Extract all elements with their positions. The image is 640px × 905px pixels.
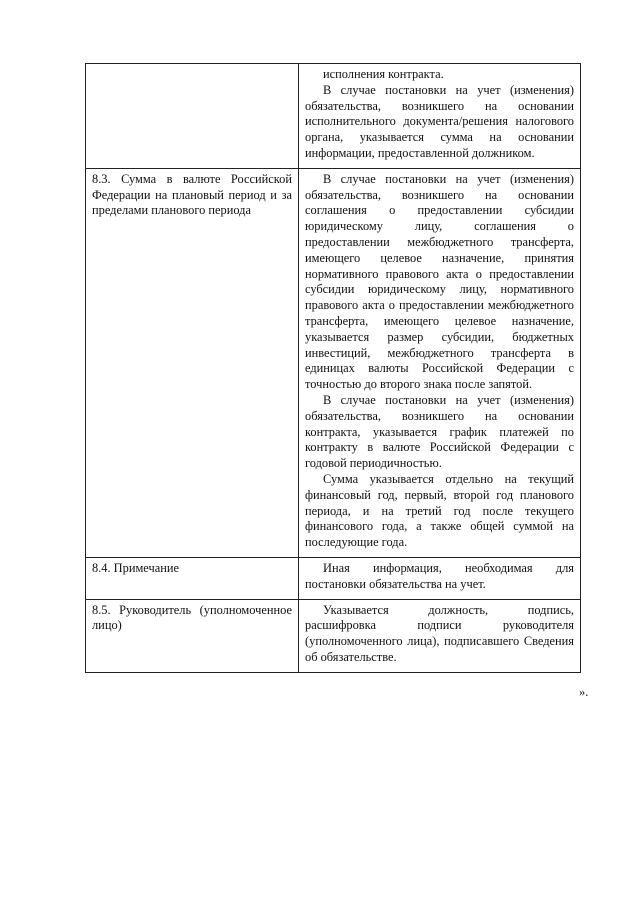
- description-paragraph: В случае постановки на учет (изменения) обязательства, возникшего на основании соглашения о предоставлении субсидии юридическому лицу, соглашения о предоставлении межбюджетного трансферта, имеющего целевое назначение, принятия нормативного правового акта о предоставлении субсидии юридическому лицу, нормативного правового акта о предоставлении межбюджетного трансферта, имеющего целевое назначение, указывается размер субсидии, бюджетных инвестиций, межбюджетного трансферта в единицах валюты Российской Федерации с точностью до второго знака после запятой.: [305, 171, 574, 392]
- description-paragraph: исполнения контракта.: [323, 67, 444, 81]
- closing-quote-mark: ».: [579, 685, 589, 699]
- row-label-cell: [86, 64, 299, 169]
- description-paragraph: Сумма указывается отдельно на текущий финансовый год, первый, второй год планового периода, и на третий год после текущего финансового года, а также общей суммой на последующие года.: [305, 471, 574, 550]
- row-description-cell: [299, 168, 581, 557]
- row-label: 8.4. Примечание: [92, 560, 179, 575]
- row-label: 8.5. Руководитель (уполномоченное лицо): [92, 602, 292, 633]
- row-label-cell: [86, 599, 299, 672]
- description-paragraph: Иная информация, необходимая для постановки обязательства на учет.: [305, 560, 574, 591]
- row-label: 8.3. Сумма в валюте Российской Федерации на плановый период и за пределами планового периода: [92, 171, 292, 218]
- row-label-cell: [86, 557, 299, 599]
- description-paragraph: В случае постановки на учет (изменения) обязательства, возникшего на основании контракта, указывается график платежей по контракту в валюте Российской Федерации с годовой периодичностью.: [305, 392, 574, 471]
- row-description-cell: [299, 64, 581, 169]
- requirements-table: [85, 63, 581, 673]
- description-paragraph: Указывается должность, подпись, расшифровка подписи руководителя (уполномоченного лица), подписавшего Сведения об обязательстве.: [305, 602, 574, 664]
- row-description-cell: [299, 599, 581, 672]
- table-row: [86, 599, 581, 672]
- table-row: [86, 64, 581, 169]
- description-paragraph: В случае постановки на учет (изменения) обязательства, возникшего на основании исполнительного документа/решения налогового органа, указывается сумма на основании информации, предоставленной должником.: [305, 82, 574, 160]
- table-row: [86, 557, 581, 599]
- table-row: [86, 168, 581, 557]
- row-label-cell: [86, 168, 299, 557]
- row-description-cell: [299, 557, 581, 599]
